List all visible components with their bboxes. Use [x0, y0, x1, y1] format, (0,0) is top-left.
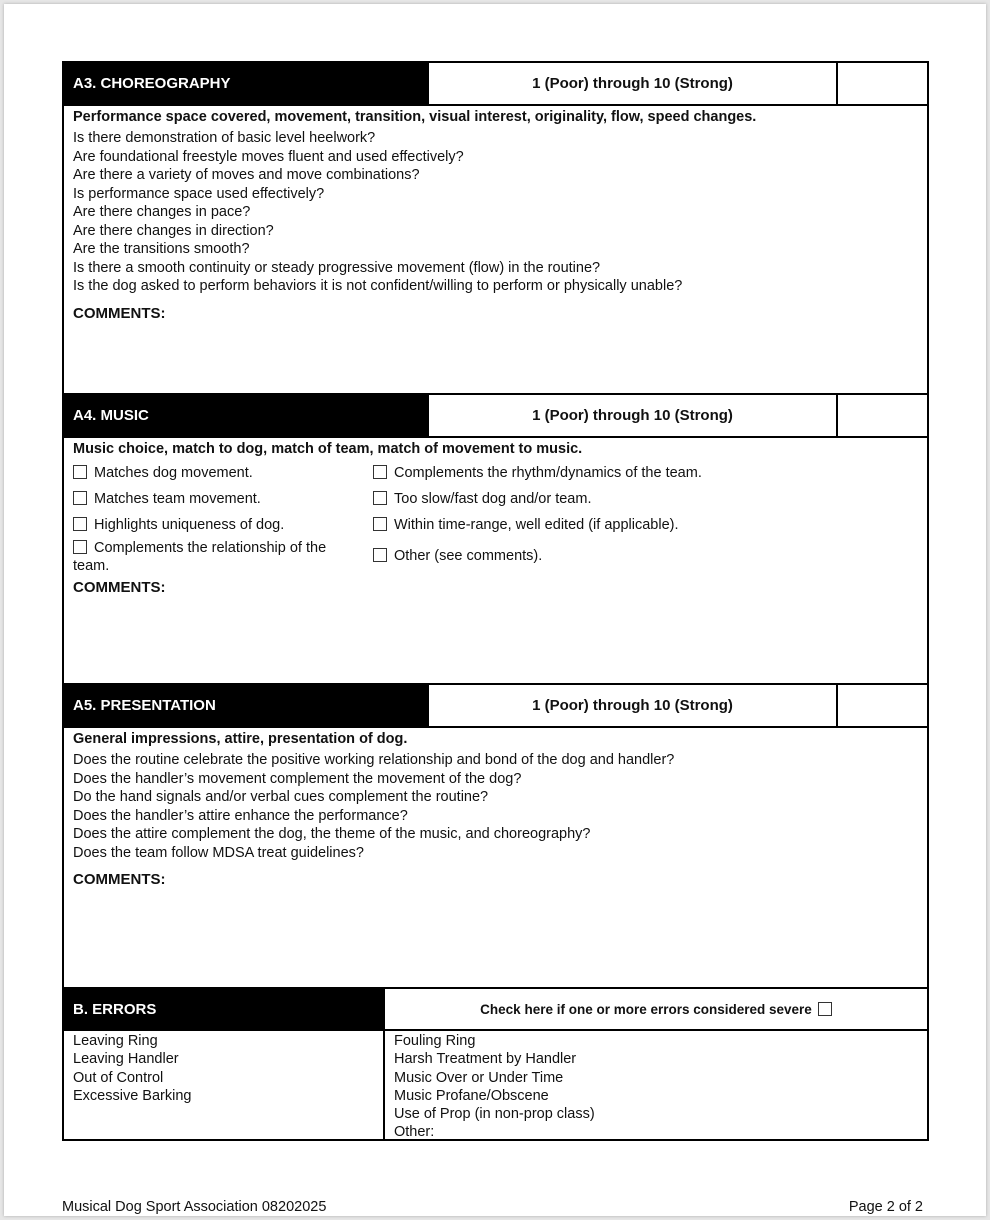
section-a3-comments-area[interactable] [64, 322, 927, 372]
checkbox[interactable] [73, 491, 87, 505]
check-label: Other (see comments). [394, 548, 543, 564]
question: Is performance space used effectively? [73, 185, 325, 202]
errors-title: B. ERRORS [64, 989, 383, 1029]
section-a5-questions [64, 747, 927, 862]
question: Do the hand signals and/or verbal cues complement the routine? [73, 789, 489, 805]
error-item: Music Profane/Obscene [394, 1087, 549, 1104]
check-label: Matches dog movement. [94, 465, 253, 481]
section-a5-comments-area[interactable] [64, 888, 927, 948]
check-label: Highlights uniqueness of dog. [94, 517, 285, 533]
checkbox[interactable] [373, 491, 387, 505]
check-label: Complements the rhythm/dynamics of the team. [394, 465, 702, 481]
checkbox[interactable] [373, 548, 387, 562]
section-a4-title: A4. MUSIC [64, 395, 429, 436]
question: Is there demonstration of basic level heelwork? [73, 130, 376, 146]
error-item-other: Other: [394, 1124, 435, 1141]
section-b-errors [62, 987, 929, 1141]
question: Is there a smooth continuity or steady progressive movement (flow) in the routine? [73, 259, 601, 276]
section-a5-scale: 1 (Poor) through 10 (Strong) [429, 685, 838, 726]
section-a5-score-box[interactable] [838, 685, 927, 726]
error-item: Excessive Barking [73, 1087, 192, 1104]
check-label: Complements the relationship of the team. [73, 540, 327, 574]
question: Does the handler’s attire enhance the performance? [73, 807, 408, 824]
severe-errors-label: Check here if one or more errors considered severe [480, 1001, 812, 1017]
check-label: Matches team movement. [94, 491, 261, 507]
question: Are there changes in direction? [73, 222, 274, 239]
error-item: Fouling Ring [394, 1033, 476, 1049]
section-a4-header [64, 395, 927, 438]
error-item: Leaving Ring [73, 1033, 158, 1049]
check-item[interactable] [73, 491, 261, 507]
section-a5-criteria: General impressions, attire, presentation of dog. [73, 731, 408, 747]
checkbox[interactable] [373, 465, 387, 479]
section-a4-score-box[interactable] [838, 395, 927, 436]
error-item: Use of Prop (in non-prop class) [394, 1106, 595, 1123]
question: Does the routine celebrate the positive working relationship and bond of the dog and handler? [73, 752, 675, 768]
question: Are the transitions smooth? [73, 241, 250, 257]
section-a5-header [64, 685, 927, 728]
severe-errors-row [383, 989, 927, 1029]
check-item[interactable] [73, 539, 355, 575]
error-item: Leaving Handler [73, 1051, 179, 1068]
check-item[interactable] [373, 517, 679, 533]
question: Does the handler’s movement complement the movement of the dog? [73, 770, 522, 787]
checkbox[interactable] [373, 517, 387, 531]
section-a5-presentation [62, 683, 929, 989]
section-a5-comments-label: COMMENTS: [73, 871, 166, 888]
check-item[interactable] [373, 491, 591, 507]
errors-left-column [64, 1031, 383, 1141]
question: Are foundational freestyle moves fluent and used effectively? [73, 148, 464, 165]
section-a3-criteria: Performance space covered, movement, transition, visual interest, originality, flow, speed changes. [73, 109, 757, 125]
question: Are there changes in pace? [73, 204, 251, 220]
error-item: Harsh Treatment by Handler [394, 1051, 577, 1068]
errors-right-column [383, 1031, 927, 1141]
section-a4-music [62, 393, 929, 685]
question: Are there a variety of moves and move combinations? [73, 167, 420, 183]
check-label: Within time-range, well edited (if applicable). [394, 517, 679, 533]
checkbox[interactable] [73, 465, 87, 479]
section-a3-title: A3. CHOREOGRAPHY [64, 63, 429, 104]
section-a3-header [64, 63, 927, 106]
section-a4-comments-label: COMMENTS: [73, 579, 166, 596]
section-a4-checklist [64, 457, 927, 579]
section-a4-comments-area[interactable] [64, 596, 927, 656]
section-a3-comments-label: COMMENTS: [73, 304, 166, 322]
section-a3-questions [64, 125, 927, 296]
check-item[interactable] [73, 465, 253, 481]
error-item: Out of Control [73, 1069, 164, 1086]
section-a3-scale: 1 (Poor) through 10 (Strong) [429, 63, 838, 104]
section-a5-title: A5. PRESENTATION [64, 685, 429, 726]
section-a4-scale: 1 (Poor) through 10 (Strong) [429, 395, 838, 436]
form-page [4, 4, 986, 1216]
errors-header [64, 989, 927, 1031]
check-item[interactable] [373, 548, 542, 564]
check-label: Too slow/fast dog and/or team. [394, 491, 592, 507]
checkbox[interactable] [73, 540, 87, 554]
section-a3-score-box[interactable] [838, 63, 927, 104]
question: Is the dog asked to perform behaviors it is not confident/willing to perform or physically unable? [73, 278, 683, 294]
section-a4-criteria: Music choice, match to dog, match of team, match of movement to music. [73, 441, 583, 457]
check-item[interactable] [373, 465, 702, 481]
severe-errors-checkbox[interactable] [818, 1002, 832, 1016]
section-a3-choreography [62, 61, 929, 395]
errors-body [64, 1031, 927, 1141]
question: Does the attire complement the dog, the theme of the music, and choreography? [73, 826, 591, 842]
error-item: Music Over or Under Time [394, 1069, 564, 1086]
checkbox[interactable] [73, 517, 87, 531]
footer-page-number: Page 2 of 2 [848, 1199, 923, 1215]
question: Does the team follow MDSA treat guidelines? [73, 844, 364, 861]
footer-association: Musical Dog Sport Association 08202025 [62, 1199, 327, 1215]
check-item[interactable] [73, 517, 284, 533]
